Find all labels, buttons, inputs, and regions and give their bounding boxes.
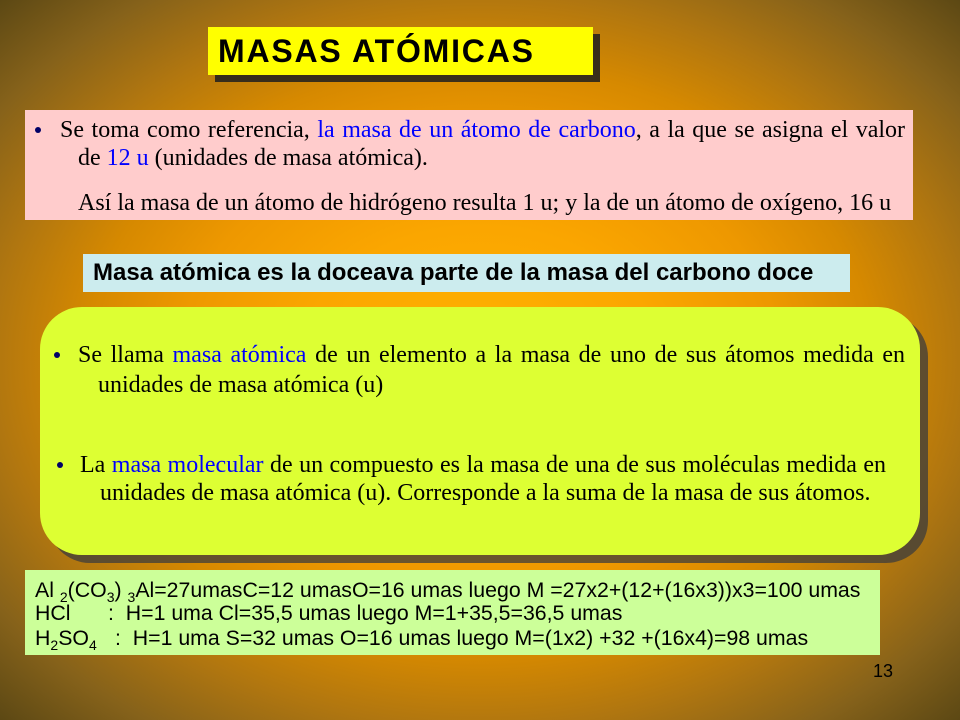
reference-line-1	[60, 116, 905, 144]
bullet-icon	[54, 352, 60, 358]
formula-label	[35, 626, 115, 652]
bullet-icon	[35, 127, 41, 133]
formula-subscript: 2	[50, 637, 59, 653]
atomic-mass-definition	[78, 341, 905, 369]
atomic-mass-definition-continuation: unidades de masa atómica (u)	[98, 372, 384, 398]
definition-text: Se llama	[78, 342, 173, 368]
formula-text: HCl	[35, 601, 71, 625]
definitions-box	[40, 307, 920, 555]
reference-line-2	[78, 144, 428, 172]
definition-banner	[83, 254, 850, 292]
formula-text: )	[114, 578, 128, 602]
formula-subscript: 4	[88, 637, 97, 653]
reference-text: de	[78, 145, 107, 171]
example-h2so4	[35, 626, 808, 652]
definition-text: de un elemento a la masa de uno de sus átomos medida en	[306, 342, 905, 368]
reference-highlight: la masa de un átomo de carbono	[317, 117, 636, 143]
formula-text: SO	[58, 626, 89, 650]
examples-box	[25, 570, 880, 655]
reference-text: (unidades de masa atómica).	[148, 145, 428, 171]
example-hcl	[35, 601, 622, 625]
definition-banner-text: Masa atómica es la doceava parte de la masa del carbono doce	[93, 259, 814, 286]
page-number: 13	[873, 661, 894, 681]
reference-text: Se toma como referencia,	[60, 117, 318, 143]
formula-subscript: 2	[59, 589, 68, 605]
formula-subscript: 3	[127, 589, 136, 605]
molecular-mass-definition-continuation: unidades de masa atómica (u). Corresponde a la suma de la masa de sus átomos.	[100, 480, 871, 506]
formula-text: Al	[35, 578, 60, 602]
reference-text: , a la que se asigna el valor	[635, 117, 906, 143]
definition-text: La	[80, 452, 112, 478]
molecular-mass-definition	[80, 451, 886, 479]
example-calculation: : H=1 uma S=32 umas O=16 umas luego M=(1x2) +32 +(16x4)=98 umas	[115, 626, 809, 650]
reference-box	[25, 110, 913, 220]
formula-subscript: 3	[106, 589, 115, 605]
example-calculation: Al=27umasC=12 umasO=16 umas luego M =27x2+(12+(16x3))x3=100 umas	[135, 578, 861, 602]
reference-example-line: Así la masa de un átomo de hidrógeno resulta 1 u; y la de un átomo de oxígeno, 16 u	[78, 190, 892, 216]
example-calculation: : H=1 uma Cl=35,5 umas luego M=1+35,5=36,5 umas	[108, 601, 623, 625]
formula-text: H	[35, 626, 51, 650]
slide-title: MASAS ATÓMICAS	[218, 33, 535, 69]
bullet-icon	[57, 462, 63, 468]
reference-highlight: 12 u	[106, 145, 149, 171]
title-box	[208, 27, 593, 75]
formula-text: (CO	[67, 578, 107, 602]
definition-text: de un compuesto es la masa de una de sus moléculas medida en	[263, 452, 887, 478]
definition-term: masa molecular	[111, 452, 264, 478]
definition-term: masa atómica	[172, 342, 307, 368]
